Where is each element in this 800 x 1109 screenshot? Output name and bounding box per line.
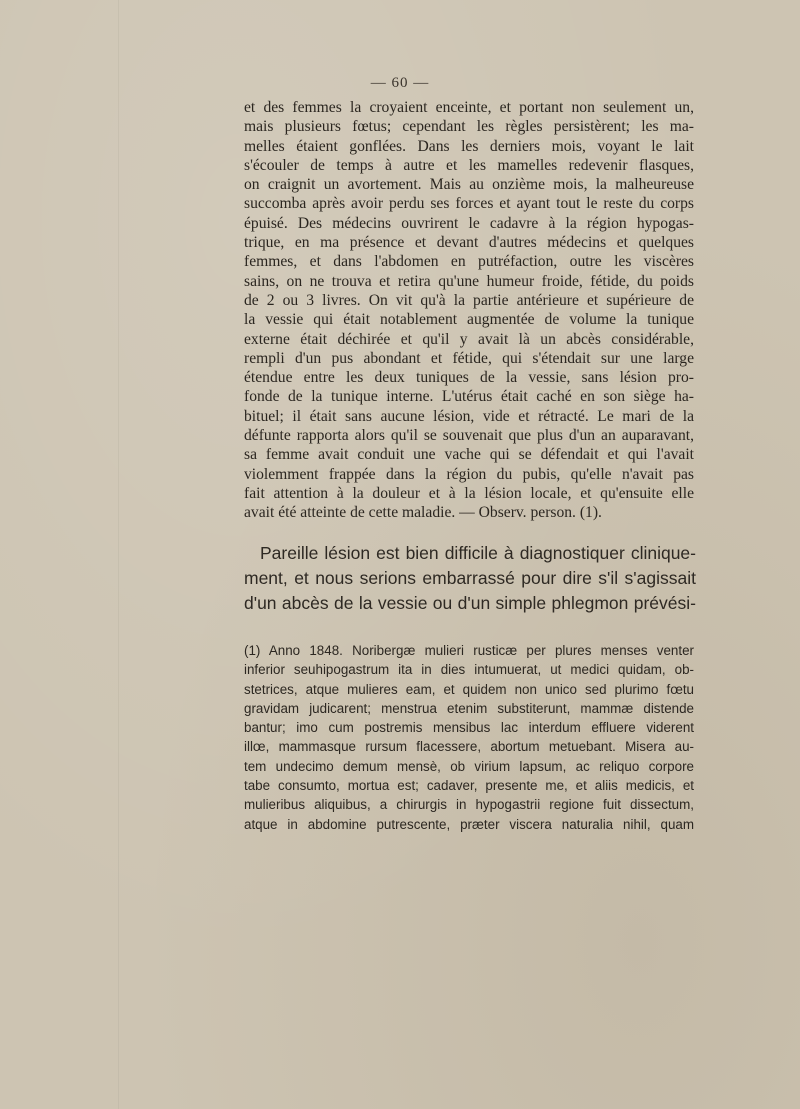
page-fold-line (118, 0, 119, 1109)
text-line: melles étaient gonflées. Dans les derniers mois, voyant le lait (244, 137, 694, 155)
text-line: mais plusieurs fœtus; cependant les règles persistèrent; les ma- (244, 118, 694, 136)
text-line: épuisé. Des médecins ouvrirent le cadavre à la région hypogas- (244, 214, 694, 232)
text-line: étendue entre les deux tuniques de la vessie, sans lésion pro- (244, 369, 694, 387)
footnote-line: inferior seuhipogastrum ita in dies intumuerat, ut medici quidam, ob- (244, 662, 694, 678)
text-line: Pareille lésion est bien difficile à diagnostiquer clinique- (260, 543, 696, 563)
text-line: de 2 ou 3 livres. On vit qu'à la partie antérieure et supérieure de (244, 291, 694, 309)
footnote (244, 641, 694, 834)
footnote-line: bantur; imo cum postremis mensibus lac interdum effluere viderent (244, 720, 694, 736)
text-line: sa femme avait conduit une vache qui se défendait et qui l'avait (244, 446, 694, 464)
text-line: défunte rapporta alors qu'il se souvenait que plus d'un an auparavant, (244, 427, 694, 445)
text-line: d'un abcès de la vessie ou d'un simple phlegmon prévési- (244, 593, 696, 613)
text-line: fait attention à la douleur et à la lésion locale, et qu'ensuite elle (244, 484, 694, 502)
footnote-line: atque in abdomine putrescente, præter viscera naturalia nihil, quam (244, 816, 694, 832)
second-paragraph (244, 541, 696, 616)
text-line: femmes, et dans l'abdomen en putréfaction, outre les viscères (244, 253, 694, 271)
text-line: trique, en ma présence et devant d'autres médecins et quelques (244, 234, 694, 252)
text-line: violemment frappée dans la région du pubis, qu'elle n'avait pas (244, 465, 694, 483)
footnote-line: tem undecimo demum mensè, ob virium lapsum, ac reliquo corpore (244, 758, 694, 774)
text-line: s'écouler de temps à autre et les mamelles redevenir flasques, (244, 156, 694, 174)
main-paragraph (244, 98, 694, 523)
footnote-line: mulieribus aliquibus, a chirurgis in hypogastrii regione fuit dissectum, (244, 797, 694, 813)
text-line: on craignit un avortement. Mais au onzième mois, la malheureuse (244, 176, 694, 194)
footnote-line: stetrices, atque mulieres eam, et quidem non unico sed plurimo fœtu (244, 681, 694, 697)
text-line: avait été atteinte de cette maladie. — Observ. person. (1). (244, 504, 602, 522)
text-line: ment, et nous serions embarrassé pour dire s'il s'agissait (244, 568, 696, 588)
footnote-line: (1) Anno 1848. Noribergæ mulieri rusticæ per plures menses venter (244, 643, 694, 658)
footnote-line: tabe consumto, mortua est; cadaver, presente me, et aliis medicis, et (244, 778, 694, 794)
page-number: — 60 — (370, 75, 430, 91)
text-line: externe était déchirée et qu'il y avait là un abcès considérable, (244, 330, 694, 348)
text-line: la vessie qui était notablement augmentée de volume la tunique (244, 311, 694, 329)
text-line: fonde de la tunique interne. L'utérus était caché en son siège ha- (244, 388, 694, 406)
text-line: bituel; il était sans aucune lésion, vide et rétracté. Le mari de la (244, 407, 694, 425)
text-line: rempli d'un pus abondant et fétide, qui s'étendait sur une large (244, 349, 694, 367)
footnote-line: gravidam judicarent; menstrua etenim substiterunt, mammæ distende (244, 700, 694, 716)
text-line: succomba après avoir perdu ses forces et ayant tout le reste du corps (244, 195, 694, 213)
text-line: et des femmes la croyaient enceinte, et portant non seulement un, (244, 99, 694, 116)
text-line: sains, on ne trouva et retira qu'une humeur froide, fétide, du poids (244, 272, 694, 290)
footnote-line: illœ, mammasque rursum flacessere, abortum metuebant. Misera au- (244, 739, 694, 755)
